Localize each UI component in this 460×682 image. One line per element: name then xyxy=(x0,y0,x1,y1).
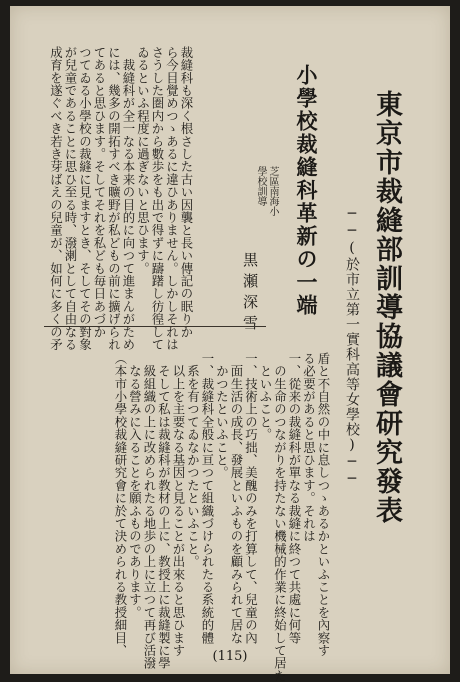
document-page xyxy=(10,6,450,682)
page-number: (115) xyxy=(212,649,248,664)
text-line: 一、裁縫科全般に亘つて組織づけられたる系統的體 xyxy=(200,352,215,645)
text-line: なる營みに入ることを願ふものであります。 xyxy=(127,352,143,619)
text-line: （本市小學校裁縫研究會に於て決められる教授細目、 xyxy=(113,352,128,657)
text-line: 一、技術上の巧拙、美醜のみを打算して、兒童の內 xyxy=(243,352,259,645)
author-affiliation xyxy=(254,166,278,216)
text-line: てあると思ひます。そしてそれを私ども毎日あづか xyxy=(92,46,107,339)
text-line: 級組織の上に改められたる地歩の上に立つて再び活潑 xyxy=(142,352,157,670)
text-line: の生命のつながりを持たない機械的作業に終始して居た xyxy=(272,352,288,682)
venue-subtitle: ──(於市立第一實科高等女學校)── xyxy=(344,206,360,488)
author-name: 黒瀬深雪 xyxy=(241,252,259,336)
article-title: 小學校裁縫科革新の一端 xyxy=(294,64,319,317)
upper-body-text xyxy=(48,46,193,351)
text-line: が兒童であることに思ひ至る時、潑溂として自由なる xyxy=(63,46,78,351)
text-line: といふこと。 xyxy=(258,352,273,441)
text-line: 以上を主要なる基因と見ることが出來ると思ひます xyxy=(171,352,186,657)
text-line: 面生活の成長、發展といふものを顧みられて居な xyxy=(229,352,244,645)
author-affiliation-line: 學校訓導 xyxy=(255,166,266,206)
text-line: 裁縫科も深く根さした古い因襲と長い傳記の眠りか xyxy=(179,46,194,339)
section-divider xyxy=(44,326,266,327)
text-line: 盾と不自然の中に息しつゝあるかといふことを內察す xyxy=(316,352,331,657)
text-line: そして私は裁縫科が教材の上に、教授上に裁縫製に學 xyxy=(156,352,172,670)
page-title: 東京市裁縫部訓導協議會研究發表 xyxy=(371,90,402,525)
text-line: 裁縫科が全一なる本来の目的に向つて進まんがため xyxy=(121,46,136,351)
text-line: つてゐる小學校の裁縫に見ますとき、そしてその對象 xyxy=(77,46,93,351)
lower-body-text xyxy=(113,352,331,682)
author-affiliation-line: 芝區南海小 xyxy=(267,166,278,216)
text-line: る必要があると思ひます。それは xyxy=(301,352,317,543)
text-line: かつたといふこと。 xyxy=(214,352,230,479)
text-line: さうした圏内から數歩をも出で得ずに躊躇し彷徨して xyxy=(150,46,165,351)
text-line: ゐるといふ程度に過ぎないと思ひます。 xyxy=(135,46,151,275)
text-line: 成育を遂ぐべき若き芽ばえの兒童が、如何に多くの矛 xyxy=(48,46,64,351)
text-line: には、幾多の開拓すべき曠野が私どもの前に擴げられ xyxy=(106,46,122,351)
text-line: 系を有つてゐなかつたといふこと。 xyxy=(185,352,201,568)
text-line: ら今目覺めつゝあるに違ひありません。しかしそれは xyxy=(164,46,180,351)
text-line: 一、從来の裁縫科が單なる裁縫に終つて共處に何等 xyxy=(287,352,302,645)
